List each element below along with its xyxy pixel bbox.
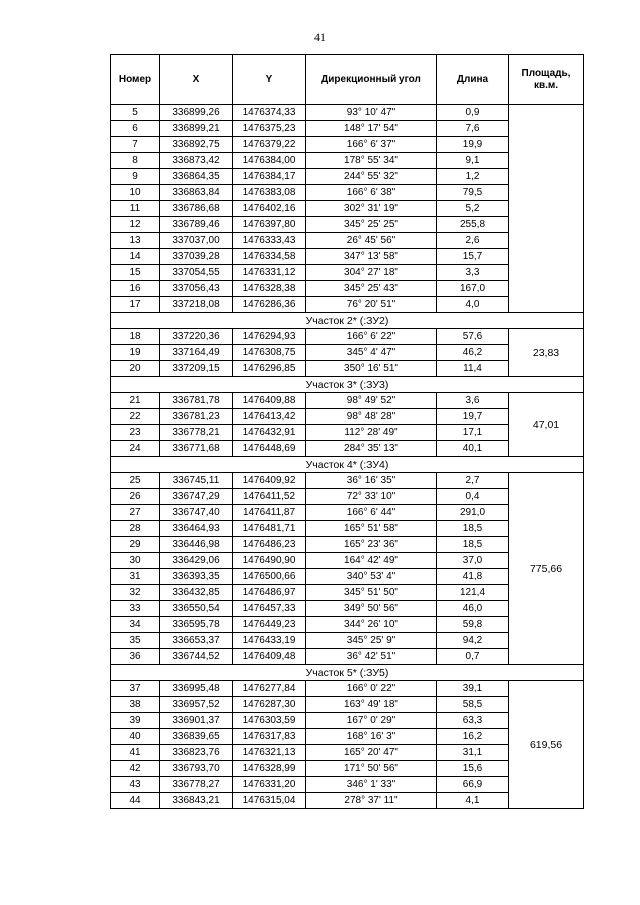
direction-angle: 36° 42' 51"	[306, 649, 437, 665]
segment-length: 4,1	[437, 793, 509, 809]
y-coordinate: 1476384,00	[233, 153, 306, 169]
point-number: 31	[111, 569, 160, 585]
point-number: 15	[111, 265, 160, 281]
segment-length: 59,8	[437, 617, 509, 633]
y-coordinate: 1476303,59	[233, 713, 306, 729]
area-value: 619,56	[509, 681, 584, 809]
y-coordinate: 1476411,52	[233, 489, 306, 505]
segment-length: 66,9	[437, 777, 509, 793]
point-number: 8	[111, 153, 160, 169]
y-coordinate: 1476317,83	[233, 729, 306, 745]
direction-angle: 166° 6' 37"	[306, 137, 437, 153]
x-coordinate: 336823,76	[160, 745, 233, 761]
direction-angle: 112° 28' 49"	[306, 425, 437, 441]
x-coordinate: 336393,35	[160, 569, 233, 585]
x-coordinate: 336781,78	[160, 393, 233, 409]
segment-length: 39,1	[437, 681, 509, 697]
y-coordinate: 1476409,88	[233, 393, 306, 409]
point-number: 30	[111, 553, 160, 569]
direction-angle: 349° 50' 56"	[306, 601, 437, 617]
segment-length: 2,6	[437, 233, 509, 249]
header-area	[509, 55, 584, 105]
direction-angle: 304° 27' 18"	[306, 265, 437, 281]
x-coordinate: 336789,46	[160, 217, 233, 233]
section-header-row	[111, 457, 584, 473]
y-coordinate: 1476486,23	[233, 537, 306, 553]
segment-length: 1,2	[437, 169, 509, 185]
point-number: 17	[111, 297, 160, 313]
header-area-line2: кв.м.	[533, 79, 559, 91]
segment-length: 7,6	[437, 121, 509, 137]
y-coordinate: 1476383,08	[233, 185, 306, 201]
point-number: 34	[111, 617, 160, 633]
direction-angle: 302° 31' 19"	[306, 201, 437, 217]
y-coordinate: 1476287,30	[233, 697, 306, 713]
point-number: 41	[111, 745, 160, 761]
x-coordinate: 337209,15	[160, 361, 233, 377]
segment-length: 58,5	[437, 697, 509, 713]
section-title: Участок 3* (:ЗУ3)	[111, 377, 584, 393]
point-number: 35	[111, 633, 160, 649]
y-coordinate: 1476294,93	[233, 329, 306, 345]
area-value: 23,83	[509, 329, 584, 377]
segment-length: 3,6	[437, 393, 509, 409]
page-number: 41	[314, 30, 326, 44]
y-coordinate: 1476296,85	[233, 361, 306, 377]
y-coordinate: 1476457,33	[233, 601, 306, 617]
point-number: 13	[111, 233, 160, 249]
section-header-row	[111, 377, 584, 393]
point-number: 20	[111, 361, 160, 377]
header-x: X	[160, 55, 233, 105]
table-row	[111, 681, 584, 697]
table-row	[111, 329, 584, 345]
coordinates-table	[110, 54, 584, 809]
x-coordinate: 337054,55	[160, 265, 233, 281]
direction-angle: 166° 6' 44"	[306, 505, 437, 521]
segment-length: 2,7	[437, 473, 509, 489]
section-header-row	[111, 665, 584, 681]
point-number: 25	[111, 473, 160, 489]
header-y: Y	[233, 55, 306, 105]
area-value	[509, 105, 584, 313]
x-coordinate: 337218,08	[160, 297, 233, 313]
x-coordinate: 336899,21	[160, 121, 233, 137]
direction-angle: 166° 0' 22"	[306, 681, 437, 697]
direction-angle: 345° 25' 43"	[306, 281, 437, 297]
point-number: 23	[111, 425, 160, 441]
direction-angle: 244° 55' 32"	[306, 169, 437, 185]
y-coordinate: 1476334,58	[233, 249, 306, 265]
direction-angle: 165° 23' 36"	[306, 537, 437, 553]
segment-length: 57,6	[437, 329, 509, 345]
x-coordinate: 336892,75	[160, 137, 233, 153]
x-coordinate: 336995,48	[160, 681, 233, 697]
direction-angle: 346° 1' 33"	[306, 777, 437, 793]
y-coordinate: 1476490,90	[233, 553, 306, 569]
x-coordinate: 336873,42	[160, 153, 233, 169]
direction-angle: 165° 51' 58"	[306, 521, 437, 537]
x-coordinate: 336957,52	[160, 697, 233, 713]
y-coordinate: 1476448,69	[233, 441, 306, 457]
direction-angle: 347° 13' 58"	[306, 249, 437, 265]
point-number: 11	[111, 201, 160, 217]
direction-angle: 164° 42' 49"	[306, 553, 437, 569]
table-body	[111, 105, 584, 809]
point-number: 24	[111, 441, 160, 457]
point-number: 28	[111, 521, 160, 537]
y-coordinate: 1476379,22	[233, 137, 306, 153]
point-number: 29	[111, 537, 160, 553]
direction-angle: 178° 55' 34"	[306, 153, 437, 169]
x-coordinate: 336771,68	[160, 441, 233, 457]
point-number: 37	[111, 681, 160, 697]
y-coordinate: 1476375,23	[233, 121, 306, 137]
segment-length: 5,2	[437, 201, 509, 217]
x-coordinate: 336653,37	[160, 633, 233, 649]
x-coordinate: 336595,78	[160, 617, 233, 633]
segment-length: 17,1	[437, 425, 509, 441]
direction-angle: 166° 6' 38"	[306, 185, 437, 201]
segment-length: 121,4	[437, 585, 509, 601]
x-coordinate: 336901,37	[160, 713, 233, 729]
x-coordinate: 337164,49	[160, 345, 233, 361]
segment-length: 167,0	[437, 281, 509, 297]
point-number: 40	[111, 729, 160, 745]
segment-length: 0,7	[437, 649, 509, 665]
y-coordinate: 1476384,17	[233, 169, 306, 185]
y-coordinate: 1476449,23	[233, 617, 306, 633]
table-row	[111, 473, 584, 489]
y-coordinate: 1476409,92	[233, 473, 306, 489]
direction-angle: 166° 6' 22"	[306, 329, 437, 345]
x-coordinate: 336781,23	[160, 409, 233, 425]
direction-angle: 345° 25' 9"	[306, 633, 437, 649]
x-coordinate: 336778,21	[160, 425, 233, 441]
x-coordinate: 336432,85	[160, 585, 233, 601]
segment-length: 11,4	[437, 361, 509, 377]
segment-length: 19,7	[437, 409, 509, 425]
x-coordinate: 336793,70	[160, 761, 233, 777]
direction-angle: 345° 51' 50"	[306, 585, 437, 601]
point-number: 32	[111, 585, 160, 601]
x-coordinate: 337037,00	[160, 233, 233, 249]
x-coordinate: 336899,26	[160, 105, 233, 121]
x-coordinate: 336446,98	[160, 537, 233, 553]
x-coordinate: 336464,93	[160, 521, 233, 537]
x-coordinate: 336863,84	[160, 185, 233, 201]
y-coordinate: 1476328,38	[233, 281, 306, 297]
y-coordinate: 1476402,16	[233, 201, 306, 217]
point-number: 16	[111, 281, 160, 297]
y-coordinate: 1476411,87	[233, 505, 306, 521]
segment-length: 40,1	[437, 441, 509, 457]
point-number: 43	[111, 777, 160, 793]
segment-length: 31,1	[437, 745, 509, 761]
segment-length: 291,0	[437, 505, 509, 521]
segment-length: 46,2	[437, 345, 509, 361]
y-coordinate: 1476331,20	[233, 777, 306, 793]
direction-angle: 163° 49' 18"	[306, 697, 437, 713]
point-number: 38	[111, 697, 160, 713]
y-coordinate: 1476321,13	[233, 745, 306, 761]
segment-length: 37,0	[437, 553, 509, 569]
point-number: 33	[111, 601, 160, 617]
direction-angle: 98° 49' 52"	[306, 393, 437, 409]
x-coordinate: 336778,27	[160, 777, 233, 793]
section-title: Участок 4* (:ЗУ4)	[111, 457, 584, 473]
direction-angle: 168° 16' 3"	[306, 729, 437, 745]
segment-length: 94,2	[437, 633, 509, 649]
x-coordinate: 336747,29	[160, 489, 233, 505]
x-coordinate: 337039,28	[160, 249, 233, 265]
direction-angle: 171° 50' 56"	[306, 761, 437, 777]
point-number: 22	[111, 409, 160, 425]
point-number: 44	[111, 793, 160, 809]
point-number: 5	[111, 105, 160, 121]
point-number: 39	[111, 713, 160, 729]
direction-angle: 345° 4' 47"	[306, 345, 437, 361]
direction-angle: 93° 10' 47"	[306, 105, 437, 121]
y-coordinate: 1476286,36	[233, 297, 306, 313]
point-number: 18	[111, 329, 160, 345]
segment-length: 18,5	[437, 537, 509, 553]
point-number: 10	[111, 185, 160, 201]
section-title: Участок 2* (:ЗУ2)	[111, 313, 584, 329]
segment-length: 9,1	[437, 153, 509, 169]
segment-length: 46,0	[437, 601, 509, 617]
direction-angle: 340° 53' 4"	[306, 569, 437, 585]
table-row	[111, 105, 584, 121]
y-coordinate: 1476331,12	[233, 265, 306, 281]
direction-angle: 98° 48' 28"	[306, 409, 437, 425]
point-number: 9	[111, 169, 160, 185]
section-title: Участок 5* (:ЗУ5)	[111, 665, 584, 681]
point-number: 26	[111, 489, 160, 505]
segment-length: 79,5	[437, 185, 509, 201]
x-coordinate: 336864,35	[160, 169, 233, 185]
segment-length: 4,0	[437, 297, 509, 313]
y-coordinate: 1476333,43	[233, 233, 306, 249]
direction-angle: 284° 35' 13"	[306, 441, 437, 457]
x-coordinate: 336429,06	[160, 553, 233, 569]
direction-angle: 345° 25' 25"	[306, 217, 437, 233]
y-coordinate: 1476432,91	[233, 425, 306, 441]
segment-length: 18,5	[437, 521, 509, 537]
point-number: 36	[111, 649, 160, 665]
section-header-row	[111, 313, 584, 329]
y-coordinate: 1476481,71	[233, 521, 306, 537]
segment-length: 15,7	[437, 249, 509, 265]
y-coordinate: 1476413,42	[233, 409, 306, 425]
x-coordinate: 336747,40	[160, 505, 233, 521]
x-coordinate: 336550,54	[160, 601, 233, 617]
point-number: 21	[111, 393, 160, 409]
direction-angle: 350° 16' 51"	[306, 361, 437, 377]
x-coordinate: 337220,36	[160, 329, 233, 345]
point-number: 12	[111, 217, 160, 233]
point-number: 19	[111, 345, 160, 361]
table-header-row	[111, 55, 584, 105]
y-coordinate: 1476397,80	[233, 217, 306, 233]
direction-angle: 167° 0' 29"	[306, 713, 437, 729]
y-coordinate: 1476277,84	[233, 681, 306, 697]
header-direction-angle: Дирекционный угол	[306, 55, 437, 105]
x-coordinate: 336843,21	[160, 793, 233, 809]
direction-angle: 148° 17' 54"	[306, 121, 437, 137]
x-coordinate: 336839,65	[160, 729, 233, 745]
direction-angle: 165° 20' 47"	[306, 745, 437, 761]
header-length: Длина	[437, 55, 509, 105]
direction-angle: 278° 37' 11"	[306, 793, 437, 809]
y-coordinate: 1476409,48	[233, 649, 306, 665]
y-coordinate: 1476315,04	[233, 793, 306, 809]
segment-length: 19,9	[437, 137, 509, 153]
direction-angle: 36° 16' 35"	[306, 473, 437, 489]
segment-length: 16,2	[437, 729, 509, 745]
area-value: 47,01	[509, 393, 584, 457]
direction-angle: 26° 45' 56"	[306, 233, 437, 249]
segment-length: 63,3	[437, 713, 509, 729]
area-value: 775,66	[509, 473, 584, 665]
point-number: 6	[111, 121, 160, 137]
direction-angle: 344° 26' 10"	[306, 617, 437, 633]
table-row	[111, 393, 584, 409]
point-number: 42	[111, 761, 160, 777]
segment-length: 3,3	[437, 265, 509, 281]
point-number: 7	[111, 137, 160, 153]
segment-length: 0,4	[437, 489, 509, 505]
point-number: 27	[111, 505, 160, 521]
direction-angle: 72° 33' 10"	[306, 489, 437, 505]
header-number: Номер	[111, 55, 160, 105]
y-coordinate: 1476486,97	[233, 585, 306, 601]
y-coordinate: 1476500,66	[233, 569, 306, 585]
header-area-line1: Площадь,	[521, 67, 571, 79]
y-coordinate: 1476374,33	[233, 105, 306, 121]
segment-length: 15,6	[437, 761, 509, 777]
segment-length: 41,8	[437, 569, 509, 585]
direction-angle: 76° 20' 51"	[306, 297, 437, 313]
x-coordinate: 336786,68	[160, 201, 233, 217]
y-coordinate: 1476308,75	[233, 345, 306, 361]
x-coordinate: 336744,52	[160, 649, 233, 665]
x-coordinate: 336745,11	[160, 473, 233, 489]
x-coordinate: 337056,43	[160, 281, 233, 297]
segment-length: 255,8	[437, 217, 509, 233]
y-coordinate: 1476433,19	[233, 633, 306, 649]
y-coordinate: 1476328,99	[233, 761, 306, 777]
point-number: 14	[111, 249, 160, 265]
segment-length: 0,9	[437, 105, 509, 121]
